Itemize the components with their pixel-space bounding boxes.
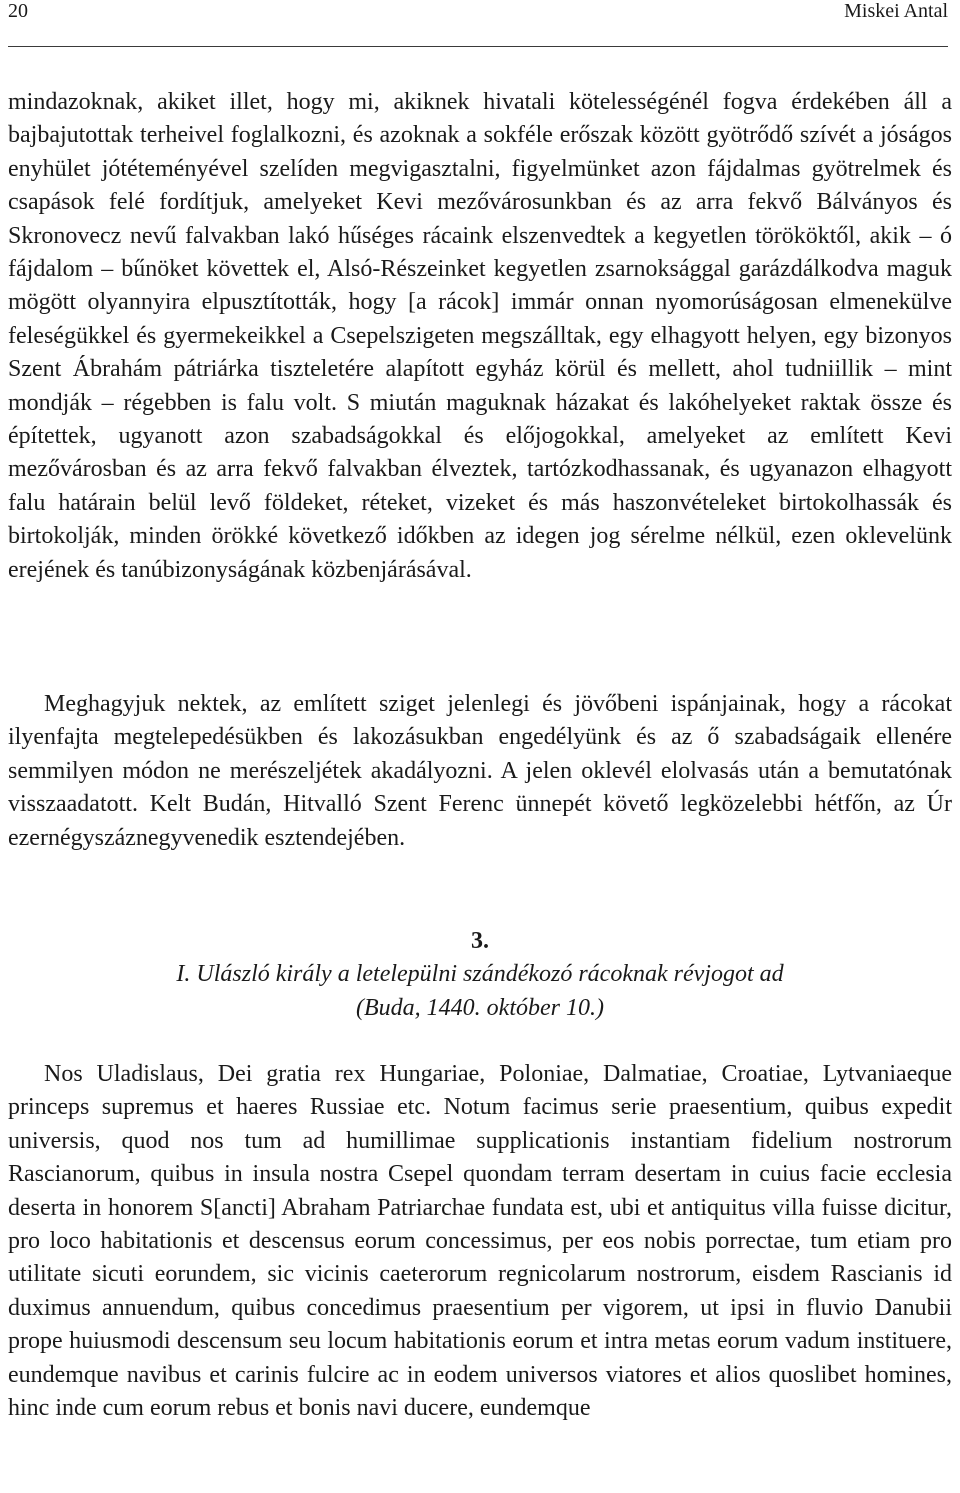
document-title-line: I. Ulászló király a letelepülni szándékozó rácoknak révjogot ad	[176, 961, 784, 987]
document-number: 3.	[471, 928, 489, 954]
page-number: 20	[8, 0, 28, 22]
document-title	[8, 957, 952, 1025]
running-head: Miskei Antal	[844, 0, 948, 22]
document-date-line: (Buda, 1440. október 10.)	[356, 995, 604, 1021]
page-header	[8, 0, 948, 47]
paragraph-hungarian-2: Meghagyjuk nektek, az említett sziget jelenlegi és jövőbeni ispánjainak, hogy a rácokat ilyenfajta megtelepedésükben és lakozásukban engedélyünk és az ő szabadságaik ellenére semmilyen módon ne merészeljétek akadályozni. A jelen oklevél elolvasás után a bemutatónak visszaadatott. Kelt Budán, Hitvalló Szent Ferenc ünnepét követő legközelebbi hétfőn, az Úr ezernégyszáznegyvenedik esztendejében.	[8, 691, 952, 851]
paragraph-latin: Nos Uladislaus, Dei gratia rex Hungariae, Poloniae, Dalmatiae, Croatiae, Lytvaniaeque princeps supremus et haeres Russiae etc. Notum facimus serie praesentium, quibus expedit universis, quod nos tum ad humillimae supplicationis instantiam fidelium nostrorum Rascianorum, quibus in insula nostra Csepel quondam terram desertam in cuius facie ecclesia deserta in honorem S[ancti] Abraham Patriarchae fundata est, ubi et antiquitus villa fuisse dicitur, pro loco habitationis et descensus eorum concessimus, per eos nobis porrectae, tum etiam pro utilitate sicuti eorundem, sic vicinis caeterorum regnicolarum nostrorum, eisdem Rascianis id duximus annuendum, quibus concedimus praesentium per vigorem, ut ipsi in fluvio Danubii prope huiusmodi descensum seu locum habitationis eorum et intra metas eorum vadum instituere, eundemque navibus et carinis fulcire ac in eodem universos viatores et alios quoslibet homines, hinc inde cum eorum rebus et bonis navi ducere, eundemque	[8, 1061, 952, 1422]
paragraph-hungarian-1: mindazoknak, akiket illet, hogy mi, akiknek hivatali kötelességénél fogva érdekében áll a bajbajutottak terheivel foglalkozni, és azoknak a sokféle erőszak között gyötrődő szívét a jóságos enyhület jótéteményével szelíden megvigasztalni, figyelmünket azon fájdalmas gyötrelmek és csapások felé fordítjuk, amelyeket Kevi mezővárosunkban és az arra fekvő Bálványos és Skronovecz nevű falvakban lakó hűséges rácaink elszenvedtek a kegyetlen törököktől, akik – ó fájdalom – bűnöket követtek el, Alsó-Részeinket kegyetlen zsarnoksággal garázdálkodva maguk mögött olyannyira elpusztították, hogy [a rácok] immár onnan nyomorúságosan elmenekülve feleségükkel és gyermekeikkel a Csepelszigeten megszálltak, egy elhagyott helyen, egy bizonyos Szent Ábrahám pátriárka tiszteletére alapított egyház körül és mellett, ahol tudniillik – mint mondják – régebben is falu volt. S miután maguknak házakat és lakóhelyeket raktak össze és építettek, ugyanott azon szabadságokkal és előjogokkal, amelyeket az említett Kevi mezővárosban és az arra fekvő falvakban élveztek, tartózkodhassanak, és ugyanazon elhagyott falu határain belül levő földeket, réteket, vizeket és más haszonvételeket birtokolhassák és birtokolják, minden örökké következő időkben az idegen jog sérelme nélkül, ezen oklevelünk erejének és tanúbizonyságának közbenjárásával.	[8, 89, 952, 583]
